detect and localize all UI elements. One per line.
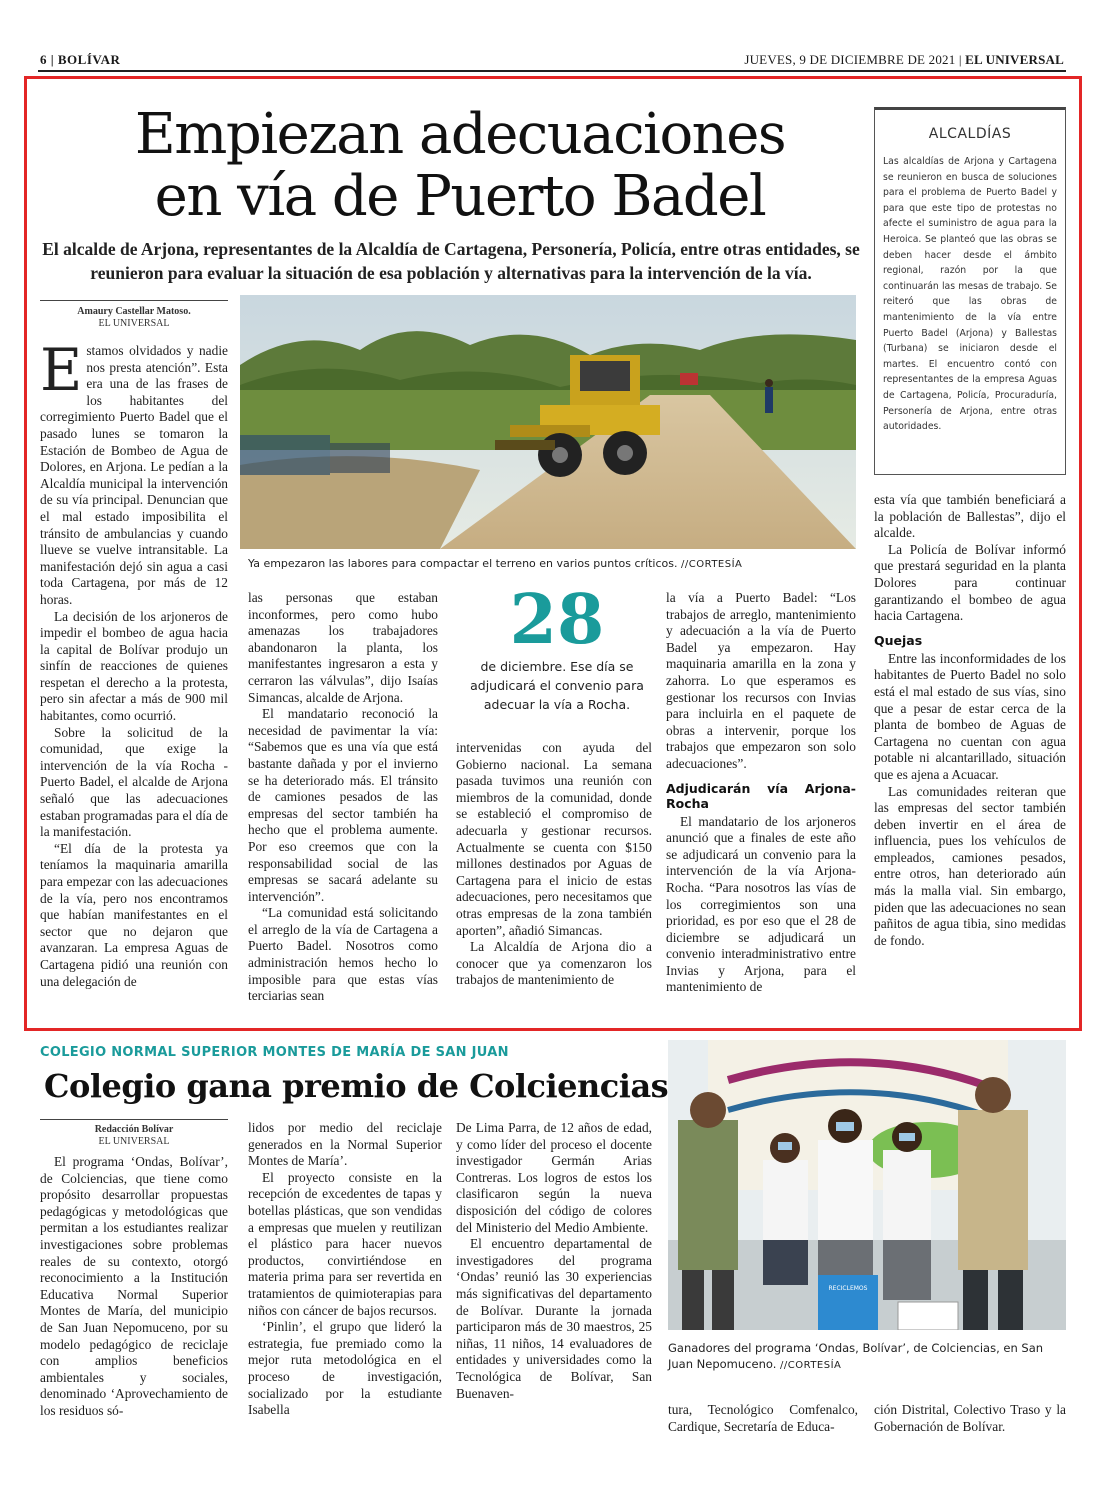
second-headline: Colegio gana premio de Colciencias	[44, 1067, 669, 1105]
caption-credit: //CORTESÍA	[780, 1360, 842, 1371]
folio-rule	[38, 70, 1066, 72]
paragraph: El mandatario reconoció la necesidad de pavimentar la vía: “Sabemos que es una vía que está bastante dañada y por el invierno se ha deteriorado más. El tránsito de camiones pesados de las empresas del sector también ha hecho que el problema aumente. Por eso creemos que con la responsabilidad social de las empresas se sacará adelante su intervención”.	[248, 706, 438, 904]
main-headline	[70, 104, 850, 228]
paragraph: Las comunidades reiteran que las empresas del sector también deben invertir en el área de influencia, pues los vehículos de empleados, camiones pesados, entre otros, han deteriorado aún más la malla vial. Sin embargo, piden que las adecuaciones no sean pañitos de agua tibia, sino medidas de fondo.	[874, 783, 1066, 948]
sidebar-body: Las alcaldías de Arjona y Cartagena se reunieron en busca de soluciones para el problema de Puerto Badel y para que este tipo de protestas no afecte el suministro de agua para la Heroica. Se planteó que las obras se deben hacer desde el ámbito regional, razón por la que continuarán las mesas de trabajo. Se reiteró que las obras de mantenimiento de la vía entre Puerto Badel (Arjona) y Ballestas (Turbana) se iniciaron desde el martes. El encuentro contó con representantes de la empresa Aguas de Cartagena, Policía, Procuraduría, Personería de Arjona, entre otras autoridades.	[883, 156, 1057, 433]
caption-credit: //CORTESÍA	[681, 559, 743, 570]
byline-org: EL UNIVERSAL	[98, 1136, 170, 1147]
newspaper-name: EL UNIVERSAL	[965, 52, 1064, 67]
page-folio: 6 | BOLÍVAR	[40, 52, 121, 67]
second-byline	[40, 1124, 228, 1148]
paragraph: stamos olvidados y nadie nos presta atención”. Esta era una de las frases de los habitantes del corregimiento Puerto Badel que el pasado lunes se tomaron la Estación de Bombeo de Agua de Dolores, en Arjona. Le pedían a la Alcaldía municipal la intervención de su vía principal. Denuncian que el mal estado imposibilita el tránsito de ambulancias y cuando llueve se vuelve intransitable. La manifestación dejó sin agua a casi toda Cartagena, por más de 12 horas.	[40, 343, 228, 607]
paragraph: Entre las inconformidades de los habitantes de Puerto Badel no solo está el mal estado de sus vías, sino que a pesar de estar cerca de la planta de bombeo de Aguas de Cartagena no cuentan con agua potable ni alcantarillado, situación que es ajena a Acuacar.	[874, 650, 1066, 782]
paragraph: intervenidas con ayuda del Gobierno nacional. La semana pasada tuvimos una reunión con miembros de la comunidad, donde se estableció el compromiso de adecuarla y gestionar recursos. Actualmente se cuenta con $150 millones destinados por Aguas de Cartagena para el inicio de estas adecuaciones, pero necesitamos que otras empresas de la zona también aporten”, añadió Simancas.	[456, 740, 652, 938]
lead-paragraph	[40, 336, 228, 609]
paragraph: La decisión de los arjoneros de impedir el bombeo de agua hacia la capital de Bolívar produjo un sinfín de reacciones de quienes respetan el derecho a la protesta, pero sin afectar a más de 900 mil habitantes, como ocurrió.	[40, 608, 228, 724]
photo-sign-text: RECICLEMOS	[828, 1285, 868, 1292]
second-column-1	[40, 1154, 228, 1420]
second-column-4	[668, 1402, 858, 1435]
main-byline	[40, 306, 228, 330]
issue-date: JUEVES, 9 DE DICIEMBRE DE 2021	[744, 52, 956, 67]
paragraph: Sobre la solicitud de la comunidad, que exige la intervención de la vía Rocha - Puerto Badel, el alcalde de Arjona señaló que las adecuaciones estaban programadas para el día de la manifestación.	[40, 724, 228, 840]
photo-caption	[248, 557, 868, 570]
road-grader-illustration	[240, 295, 856, 549]
article-column-2	[248, 590, 438, 1005]
caption-text: Ganadores del programa ‘Ondas, Bolívar’, de Colciencias, en San Juan Nepomuceno.	[668, 1341, 1044, 1371]
page-number: 6	[40, 52, 47, 67]
byline-rule	[40, 1119, 228, 1120]
byline-author: Amaury Castellar Matoso.	[77, 306, 191, 317]
second-column-5	[874, 1402, 1066, 1435]
paragraph: El mandatario de los arjoneros anunció que a finales de este año se adjudicará un convenio para la intervención de la vía Arjona-Rocha. “Para nosotros las vías de los corregimientos son una prioridad, es por eso que el 28 de diciembre se adjudicará un convenio interadministrativo entre Invias y Arjona, para el mantenimiento de	[666, 813, 856, 995]
pull-quote-number: 28	[509, 580, 605, 660]
article-column-1	[40, 336, 228, 990]
article-column-4	[666, 590, 856, 996]
paragraph: De Lima Parra, de 12 años de edad, y como líder del proceso el docente investigador Germán Arias Contreras. Los logros de estos los clasificaron según la nueva disposición del código de colores del Ministerio del Medio Ambiente.	[456, 1120, 652, 1235]
paragraph: lidos por medio del reciclaje generados en la Normal Superior Montes de María’.	[248, 1120, 442, 1169]
headline-line-2: en vía de Puerto Badel	[154, 164, 766, 229]
paragraph: las personas que estaban inconformes, pero como hubo amenazas los trabajadores abandonaron la planta, los manifestantes ingresaron a esta y cerraron las válvulas”, dijo Isaías Simancas, alcalde de Arjona.	[248, 590, 438, 705]
paragraph: El proyecto consiste en la recepción de excedentes de tapas y botellas plásticas, que son vendidas a empresas que muelen y reutilizan el plástico para hacer nuevos productos, convirtiéndose en materia prima para ser revertida en tratamientos de quimioterapias para niños con cáncer de bajos recursos.	[248, 1169, 442, 1318]
students-award-illustration	[668, 1040, 1066, 1330]
byline-author: Redacción Bolívar	[94, 1124, 174, 1135]
paragraph: ción Distrital, Colectivo Traso y la Gobernación de Bolívar.	[874, 1402, 1066, 1434]
paragraph: tura, Tecnológico Comfenalco, Cardique, Secretaría de Educa-	[668, 1402, 858, 1434]
second-column-3	[456, 1120, 652, 1402]
paragraph: La Policía de Bolívar informó que prestará seguridad en la planta Dolores para continuar garantizando el bombeo de agua hacia Cartagena.	[874, 541, 1066, 624]
page-dateline: JUEVES, 9 DE DICIEMBRE DE 2021 | EL UNIVERSAL	[744, 52, 1064, 67]
paragraph: La Alcaldía de Arjona dio a conocer que ya comenzaron los trabajos de mantenimiento de	[456, 939, 652, 988]
paragraph: “El día de la protesta ya teníamos la maquinaria amarilla para empezar con las adecuaciones de la vía, pero nos encontramos que habían manifestantes en el sector que no dejaron que avanzaran. La empresa Aguas de Cartagena pidió una reunión con una delegación de	[40, 840, 228, 989]
paragraph: la vía a Puerto Badel: “Los trabajos de arreglo, mantenimiento y adecuación a la vía de Puerto Badel ya empezaron. Hay maquinaria amarilla en la zona y zahorra. Lo que esperamos es gestionar los recursos con Invias para incluirla en el paquete de obras a intervenir, porque los trabajos que empezaron son solo adecuaciones”.	[666, 590, 856, 771]
paragraph: El programa ‘Ondas, Bolívar’, de Colciencias, que tiene como propósito desarrollar propuestas pedagógicas y metodológicas que permitan a los estudiantes realizar investigaciones sobre problemas reales de su contexto, otorgó reconocimiento a la Institución Educativa Normal Superior Montes de María, del municipio de San Juan Nepomuceno, por su modelo pedagógico de reciclaje con amplios beneficios ambientales y sociales, denominado ‘Aprovechamiento de los residuos só-	[40, 1154, 228, 1418]
byline-rule	[40, 300, 228, 301]
caption-text: Ya empezaron las labores para compactar el terreno en varios puntos críticos.	[248, 557, 678, 570]
paragraph: “La comunidad está solicitando el arreglo de la vía de Cartagena a Puerto Badel. Nosotros como administración hemos hecho lo imposible para que estas vías terciarias sean	[248, 905, 438, 1004]
pull-quote-text: de diciembre. Ese día se adjudicará el convenio para adecuar la vía a Rocha.	[470, 659, 644, 712]
second-kicker: COLEGIO NORMAL SUPERIOR MONTES DE MARÍA DE SAN JUAN	[40, 1045, 509, 1060]
sidebar-box	[874, 107, 1066, 475]
second-photo	[668, 1040, 1066, 1330]
article-column-5	[874, 492, 1066, 949]
article-column-3	[456, 740, 652, 989]
dropcap: E	[40, 336, 83, 404]
paragraph: ‘Pinlin’, el grupo que lideró la estrategia, fue premiado como la mejor ruta metodológica en el proceso de investigación, socializado por la estudiante Isabella	[248, 1319, 442, 1418]
paragraph: esta vía que también beneficiará a la población de Ballestas”, dijo el alcalde.	[874, 492, 1066, 541]
main-deck: El alcalde de Arjona, representantes de la Alcaldía de Cartagena, Personería, Policía, entre otras entidades, se reunieron para evaluar la situación de esa población y alternativas para la intervención de la vía.	[42, 239, 860, 283]
subhead: Adjudicarán vía Arjona-Rocha	[666, 780, 856, 811]
byline-org: EL UNIVERSAL	[98, 318, 170, 329]
main-photo	[240, 295, 856, 549]
section-name: BOLÍVAR	[57, 52, 121, 67]
paragraph: El encuentro departamental de investigadores del programa ‘Ondas’ reunió las 30 experiencias más significativas del departamento de Bolívar. Durante la jornada participaron más de 30 maestros, 25 niñas, 11 niños, 14 evaluadores de entidades y universidades como la Tecnológica de Bolívar, San Buenaven-	[456, 1236, 652, 1401]
second-column-2	[248, 1120, 442, 1419]
headline-line-1: Empiezan adecuaciones	[134, 102, 786, 167]
second-photo-caption	[668, 1340, 1066, 1374]
sidebar-title: ALCALDÍAS	[928, 126, 1012, 142]
subhead: Quejas	[874, 632, 923, 648]
